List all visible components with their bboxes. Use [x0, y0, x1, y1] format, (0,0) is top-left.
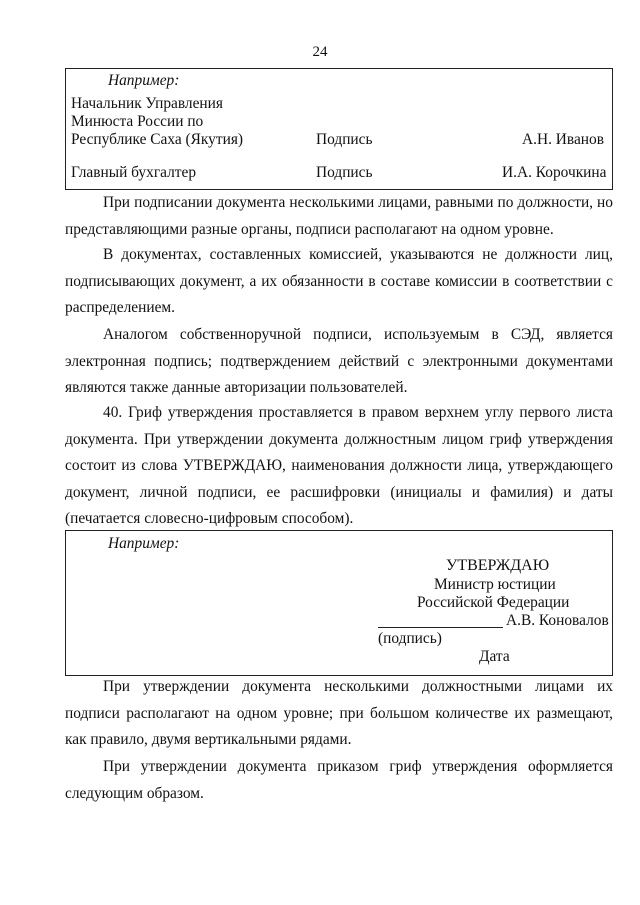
signatory-position-line: Начальник Управления [71, 95, 223, 112]
signatory-name: А.Н. Иванов [522, 131, 604, 148]
date-caption: Дата [479, 648, 510, 665]
signature-caption: (подпись) [378, 630, 442, 647]
approve-word: УТВЕРЖДАЮ [446, 557, 550, 574]
signatory-position-line: Минюста России по [71, 113, 204, 130]
approver-position-line: Министр юстиции [434, 576, 556, 593]
paragraph: При утверждении документа несколькими должностными лицами их подписи располагают на одном уровне; при большом количестве их размещают, как правило, двумя вертикальными рядами. [65, 678, 613, 749]
example-label: Например: [108, 72, 180, 89]
paragraph: При утверждении документа приказом гриф утверждения оформляется следующим образом. [65, 758, 613, 802]
signatory-position-line: Республике Саха (Якутия) [71, 131, 244, 148]
page-number: 24 [312, 44, 328, 60]
signatory-name: И.А. Корочкина [502, 164, 607, 181]
approver-position-line: Российской Федерации [417, 594, 570, 611]
signature-line [378, 627, 503, 628]
example-label: Например: [108, 535, 180, 552]
paragraph: Аналогом собственноручной подписи, используемым в СЭД, является электронная подпись; подтверждением действий с электронными документами являются также данные авторизации пользователей. [65, 326, 613, 397]
approver-name: А.В. Коновалов [506, 612, 609, 629]
signature-placeholder: Подпись [316, 164, 373, 181]
signatory-position-line: Главный бухгалтер [71, 164, 197, 181]
paragraph-item-40: 40. Гриф утверждения проставляется в правом верхнем углу первого листа документа. При утверждении документа должностным лицом гриф утверждения состоит из слова УТВЕРЖДАЮ, наименования должности лица, утверждающего документ, личной подписи, ее расшифровки (инициалы и фамилия) и даты (печатается словесно-цифровым способом). [65, 404, 613, 528]
paragraph: При подписании документа несколькими лицами, равными по должности, но представляющими разные органы, подписи располагают на одном уровне. [65, 194, 613, 238]
paragraph: В документах, составленных комиссией, указываются не должности лиц, подписывающих документ, а их обязанности в составе комиссии в соответствии с распределением. [65, 246, 613, 317]
signature-placeholder: Подпись [316, 131, 373, 148]
